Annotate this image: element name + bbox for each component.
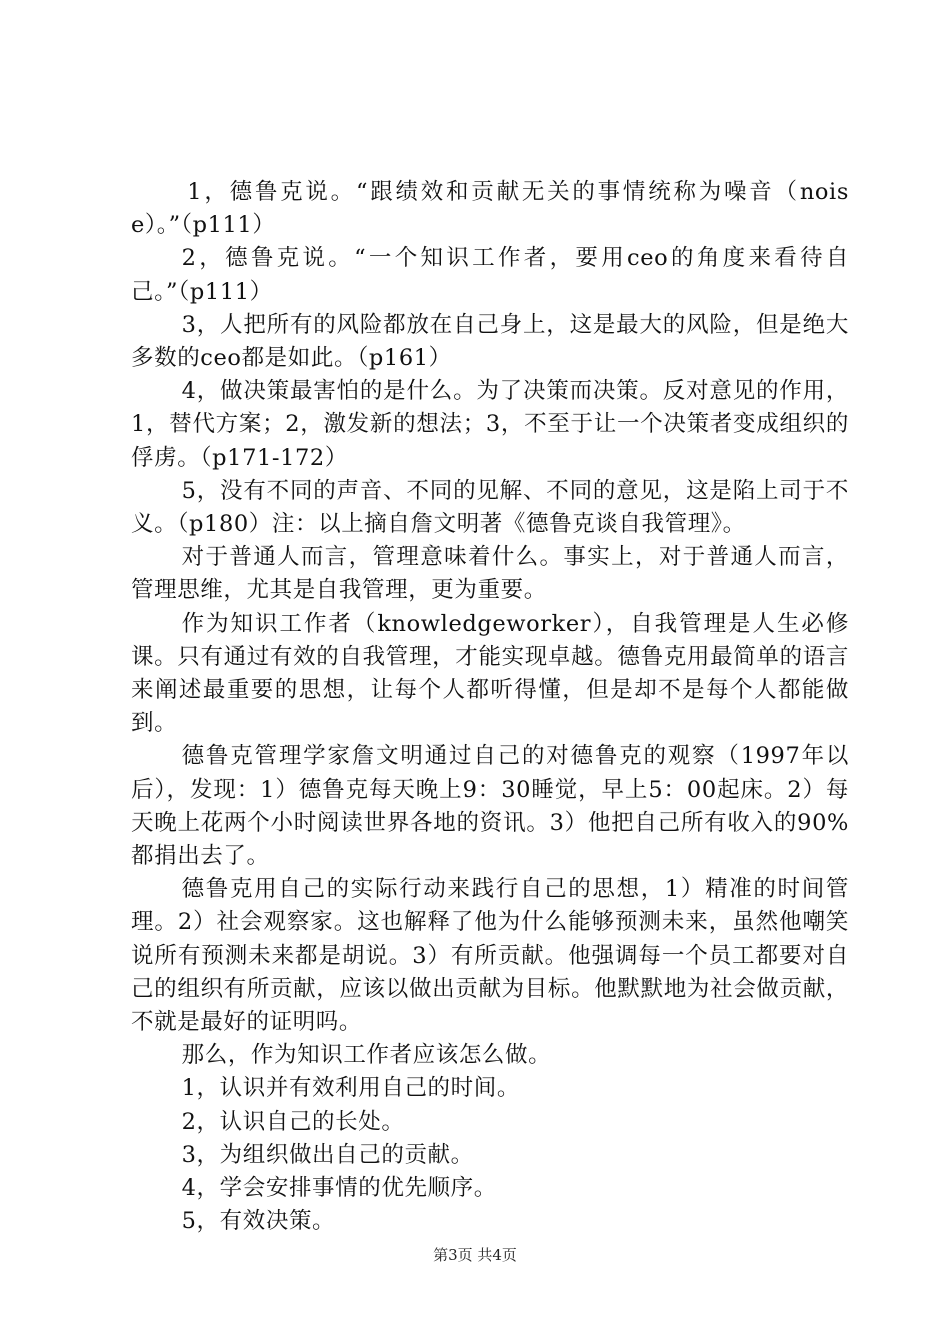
list-item: 1，认识并有效利用自己的时间。 <box>181 1075 520 1102</box>
paragraph-management-meaning: 对于普通人而言，管理意味着什么。事实上，对于普通人而言，管理思维，尤其是自我管理，更为重要。 <box>131 544 849 604</box>
quote-2: 2，德鲁克说。“一个知识工作者，要用ceo的角度来看待自己。”（p111） <box>131 245 849 305</box>
quote-3: 3，人把所有的风险都放在自己身上，这是最大的风险，但是绝大多数的ceo都是如此。（p161） <box>131 311 849 372</box>
paragraph-observation: 德鲁克管理学家詹文明通过自己的对德鲁克的观察（1997年以后），发现：1）德鲁克每天晚上9：30睡觉，早上5：00起床。2）每天晚上花两个小时阅读世界各地的资讯。3）他把自己所有收入的90%都捐出去了。 <box>131 743 849 870</box>
list-item: 3，为组织做出自己的贡献。 <box>181 1141 474 1168</box>
list-item: 2，认识自己的长处。 <box>181 1108 405 1135</box>
paragraph-knowledge-worker: 作为知识工作者（knowledgeworker），自我管理是人生必修课。只有通过有效的自我管理，才能实现卓越。德鲁克用最简单的语言来阐述最重要的思想，让每个人都听得懂，但是却不是每个人都能做到。 <box>131 610 849 737</box>
list-item: 5，有效决策。 <box>181 1208 336 1235</box>
paragraph-question: 那么，作为知识工作者应该怎么做。 <box>181 1042 552 1069</box>
quote-4: 4，做决策最害怕的是什么。为了决策而决策。反对意见的作用，1，替代方案；2，激发新的想法；3，不至于让一个决策者变成组织的俘虏。（p171-172） <box>131 378 849 471</box>
page-number-footer: 第3页 共4页 <box>433 1246 517 1264</box>
list-item: 4，学会安排事情的优先顺序。 <box>181 1175 497 1202</box>
quote-1: 1，德鲁克说。“跟绩效和贡献无关的事情统称为噪音（noise）。”（p111） <box>131 179 849 239</box>
paragraph-practice: 德鲁克用自己的实际行动来践行自己的思想，1）精准的时间管理。2）社会观察家。这也解释了他为什么能够预测未来，虽然他嘲笑说所有预测未来都是胡说。3）有所贡献。他强调每一个员工都要对自己的组织有所贡献，应该以做出贡献为目标。他默默地为社会做贡献，不就是最好的证明吗。 <box>131 876 849 1036</box>
document-body <box>131 176 849 1239</box>
quote-5: 5，没有不同的声音、不同的见解、不同的意见，这是陷上司于不义。（p180）注：以上摘自詹文明著《德鲁克谈自我管理》。 <box>131 477 849 538</box>
